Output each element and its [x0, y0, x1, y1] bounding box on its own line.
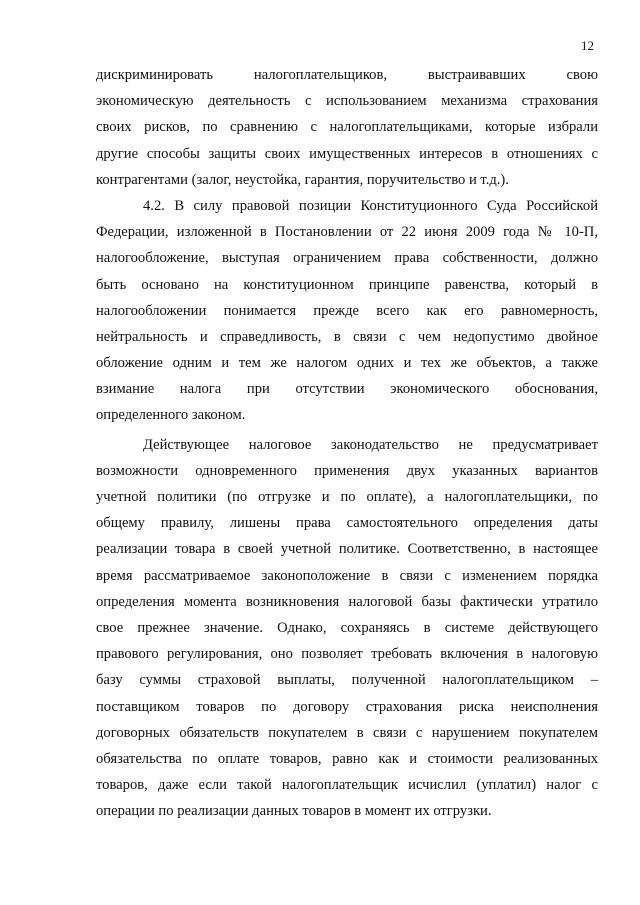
text-line: другие способы защиты своих имущественных интересов в отношениях с: [96, 145, 598, 162]
text-line: дискриминировать налогоплательщиков, выстраивавших свою: [96, 67, 598, 83]
text-line: 4.2. В силу правовой позиции Конституционного Суда Российской: [143, 197, 598, 214]
page-number: 12: [581, 38, 594, 53]
text-line: взимание налога при отсутствии экономического обоснования,: [96, 381, 598, 398]
paragraph-accounting-policy: [96, 432, 598, 825]
paragraph-continuation: [96, 62, 598, 193]
text-line: возможности одновременного применения двух указанных вариантов: [96, 462, 598, 479]
text-line: товаров, даже если такой налогоплательщик исчислил (уплатил) налог с: [96, 777, 598, 794]
document-body: [96, 62, 598, 824]
text-line: обязательства по оплате товаров, равно как и стоимости реализованных: [96, 750, 598, 767]
text-line: учетной политики (по отгрузке и по оплате), а налогоплательщики, по: [96, 489, 598, 505]
text-line: правового регулирования, оно позволяет требовать включения в налоговую: [96, 646, 598, 663]
text-line: Действующее налоговое законодательство не предусматривает: [143, 436, 598, 453]
text-line: быть основано на конституционном принципе равенства, который в: [96, 276, 598, 293]
text-line: определения момента возникновения налоговой базы фактически утратило: [96, 593, 598, 610]
text-line: свое прежнее значение. Однако, сохраняясь в системе действующего: [96, 619, 598, 636]
text-line: налогообложение, выступая ограничением права собственности, должно: [96, 250, 598, 267]
text-line: нейтральность и справедливость, в связи с чем недопустимо двойное: [96, 328, 598, 345]
paragraph-section-4-2: [96, 193, 598, 429]
text-line: контрагентами (залог, неустойка, гарантия, поручительство и т.д.).: [96, 171, 509, 188]
text-line: налогообложении понимается прежде всего как его равномерность,: [96, 302, 598, 319]
text-line: обложение одним и тем же налогом одних и тех же объектов, а также: [96, 355, 598, 372]
text-line: общему правилу, лишены права самостоятельного определения даты: [96, 515, 598, 532]
text-line: операции по реализации данных товаров в момент их отгрузки.: [96, 803, 492, 820]
text-line: Федерации, изложенной в Постановлении от 22 июня 2009 года № 10-П,: [96, 224, 598, 241]
text-line: экономическую деятельность с использованием механизма страхования: [96, 93, 598, 110]
text-line: время рассматриваемое законоположение в связи с изменением порядка: [96, 567, 598, 584]
text-line: реализации товара в своей учетной политике. Соответственно, в настоящее: [96, 541, 598, 558]
text-line: определенного законом.: [96, 407, 246, 424]
text-line: базу суммы страховой выплаты, полученной налогоплательщиком –: [96, 672, 598, 689]
text-line: договорных обязательств покупателем в связи с нарушением покупателем: [96, 724, 598, 741]
text-line: поставщиком товаров по договору страхования риска неисполнения: [96, 698, 598, 715]
text-line: своих рисков, по сравнению с налогоплательщиками, которые избрали: [96, 119, 598, 136]
